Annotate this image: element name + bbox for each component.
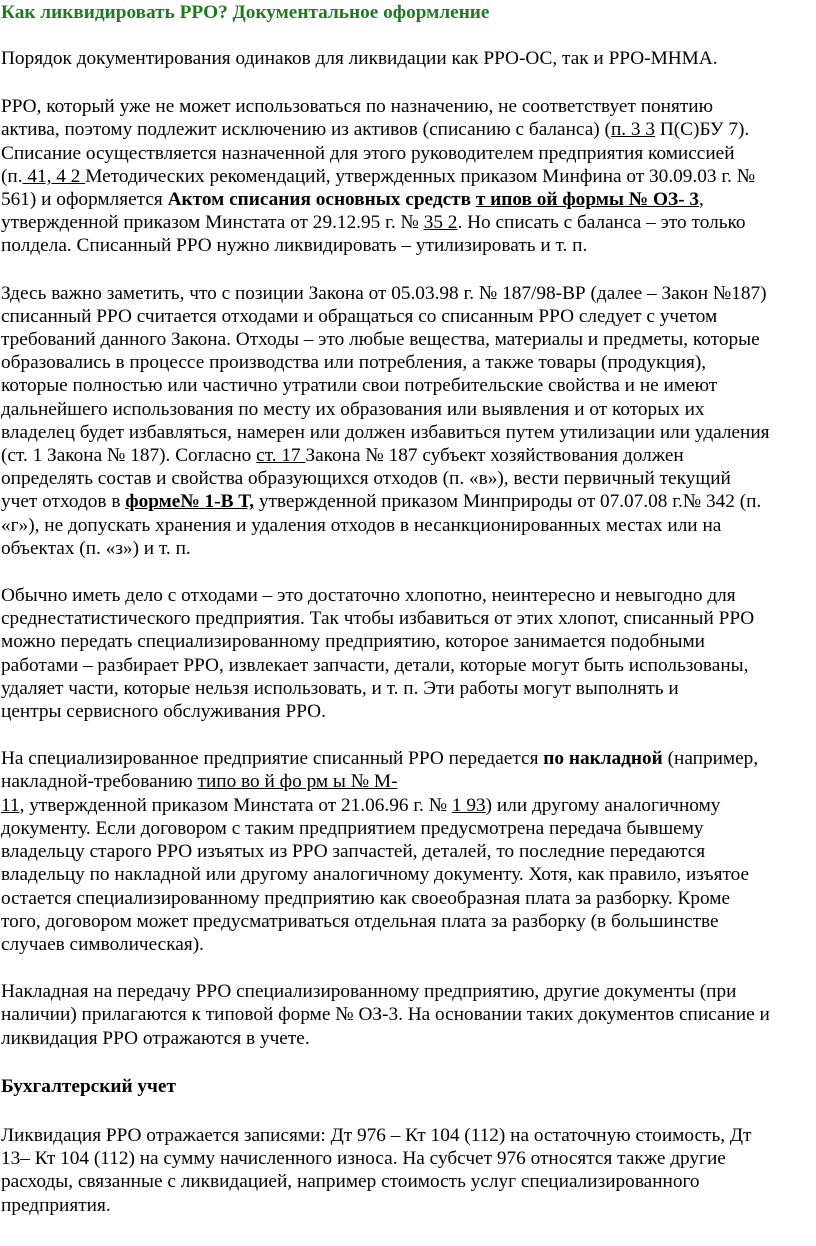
paragraph-line: ликвидация РРО отражаются в учете. <box>1 1027 310 1049</box>
paragraph-line: среднестатистического предприятия. Так чтобы избавиться от этих хлопот, списанный РРО <box>1 608 755 630</box>
link-order-193[interactable]: 1 93 <box>451 794 486 816</box>
paragraph-line: объектах (п. «з») и т. п. <box>1 537 191 559</box>
paragraph-line: РРО, который уже не может использоваться по назначению, не соответствует понятию <box>1 96 713 118</box>
paragraph-line: удаляет части, которые нельзя использовать, и т. п. Эти работы могут выполнять и <box>1 677 679 699</box>
paragraph-line: учет отходов в форме№ 1-В Т, утвержденной приказом Минприроды от 07.07.08 г.№ 342 (п. <box>1 491 762 513</box>
paragraph-line: случаев символическая). <box>1 933 204 955</box>
paragraph-accounting <box>1 1124 816 1217</box>
paragraph-line: владелец будет избавляться, намерен или должен избавиться путем утилизации или удаления <box>1 421 770 443</box>
paragraph-line: можно передать специализированному предприятию, которое занимается подобными <box>1 631 705 653</box>
paragraph-line: Накладная на передачу РРО специализированному предприятию, другие документы (при <box>1 981 737 1003</box>
paragraph-line: расходы, связанные с ликвидацией, например стоимость услуг специализированного <box>1 1171 700 1193</box>
paragraph-line: документу. Если договором с таким предприятием предусмотрена передача бывшему <box>1 817 704 839</box>
link-p41-42[interactable]: 41, 4 2 <box>22 165 86 187</box>
paragraph-line: Списание осуществляется назначенной для этого руководителем предприятия комиссией <box>1 142 735 164</box>
paragraph-line: актива, поэтому подлежит исключению из активов (списанию с баланса) (п. 3 3 П(С)БУ 7). <box>1 119 750 141</box>
paragraph-transfer <box>1 747 816 956</box>
paragraph-line: 11, утвержденной приказом Минстата от 21.06.96 г. № 1 93) или другому аналогичному <box>1 794 721 816</box>
paragraph-line: того, договором может предусматриваться отдельная плата за разборку (в большинстве <box>1 910 719 932</box>
paragraph-line: владельцу по накладной или другому аналогичному документу. Хотя, как правило, изъятое <box>1 864 750 886</box>
paragraph-line: утвержденной приказом Минстата от 29.12.95 г. № 35 2. Но списать с баланса – это только <box>1 212 746 234</box>
paragraph-line: остается специализированному предприятию как своеобразная плата за разборку. Кроме <box>1 887 731 909</box>
paragraph-line: 561) и оформляется Актом списания основных средств т ипов ой формы № ОЗ- 3, <box>1 189 704 211</box>
paragraph-disposal <box>1 584 816 723</box>
paragraph-line: дальнейшего использования по месту их образования или выявления и от которых их <box>1 398 705 420</box>
paragraph-line: На специализированное предприятие списанный РРО передается по накладной (например, <box>1 748 759 770</box>
paragraph-line: которые полностью или частично утратили свои потребительские свойства и не имеют <box>1 375 718 397</box>
link-article-17[interactable]: ст. 17 <box>256 445 306 467</box>
paragraph-line: (ст. 1 Закона № 187). Согласно ст. 17 Закона № 187 субъект хозяйствования должен <box>1 445 684 467</box>
link-form-oz3[interactable]: т ипов ой формы № ОЗ- 3 <box>475 189 700 211</box>
paragraph-line: владельцу старого РРО изъятых из РРО запчастей, деталей, то последние передаются <box>1 841 706 863</box>
paragraph-line: 13– Кт 104 (112) на сумму начисленного износа. На субсчет 976 относятся также другие <box>1 1148 726 1170</box>
link-form-m11-cont[interactable]: 11 <box>1 794 20 816</box>
paragraph-line: работами – разбирает РРО, извлекает запчасти, детали, которые могут быть использованы, <box>1 654 749 676</box>
paragraph-line: определять состав и свойства образующихся отходов (п. «в»), вести первичный текущий <box>1 468 731 490</box>
paragraph-line: Порядок документирования одинаков для ликвидации как РРО-ОС, так и РРО-МНМА. <box>1 48 718 69</box>
link-p33[interactable]: п. 3 3 <box>610 119 656 141</box>
paragraph-line: списанный РРО считается отходами и обращаться со списанным РРО следует с учетом <box>1 305 718 327</box>
paragraph-waste-law <box>1 282 816 560</box>
paragraph-attachments <box>1 980 816 1050</box>
paragraph-line: «г»), не допускать хранения и удаления отходов в несанкционированных местах или на <box>1 514 722 536</box>
link-form-m11[interactable]: типо во й фо рм ы № М- <box>197 771 398 793</box>
paragraph-line: образовались в процессе производства или потребления, а также товары (продукция), <box>1 352 707 374</box>
section-heading: Бухгалтерский учет <box>1 1075 176 1097</box>
paragraph-line: (п. 41, 4 2 Методических рекомендаций, утвержденных приказом Минфина от 30.09.03 г. № <box>1 165 756 187</box>
paragraph-line: Ликвидация РРО отражается записями: Дт 976 – Кт 104 (112) на остаточную стоимость, Дт <box>1 1124 752 1146</box>
link-form-1vt[interactable]: форме№ 1-В Т, <box>125 491 255 513</box>
paragraph-line: предприятия. <box>1 1194 111 1216</box>
paragraph-line: требований данного Закона. Отходы – это любые вещества, материалы и предметы, которые <box>1 329 760 351</box>
paragraph-line: накладной-требованию типо во й фо рм ы № М- <box>1 771 398 793</box>
link-order-352[interactable]: 35 2 <box>423 212 458 234</box>
paragraph-line: центры сервисного обслуживания РРО. <box>1 701 326 723</box>
paragraph-line: Здесь важно заметить, что с позиции Закона от 05.03.98 г. № 187/98-ВР (далее – Закон №187) <box>1 282 767 304</box>
paragraph-line: Обычно иметь дело с отходами – это достаточно хлопотно, неинтересно и невыгодно для <box>1 585 736 607</box>
document-title: Как ликвидировать РРО? Документальное оформление <box>1 2 490 23</box>
paragraph-line: наличии) прилагаются к типовой форме № ОЗ-3. На основании таких документов списание и <box>1 1004 770 1026</box>
paragraph-write-off <box>1 95 816 257</box>
paragraph-line: полдела. Списанный РРО нужно ликвидировать – утилизировать и т. п. <box>1 235 588 257</box>
